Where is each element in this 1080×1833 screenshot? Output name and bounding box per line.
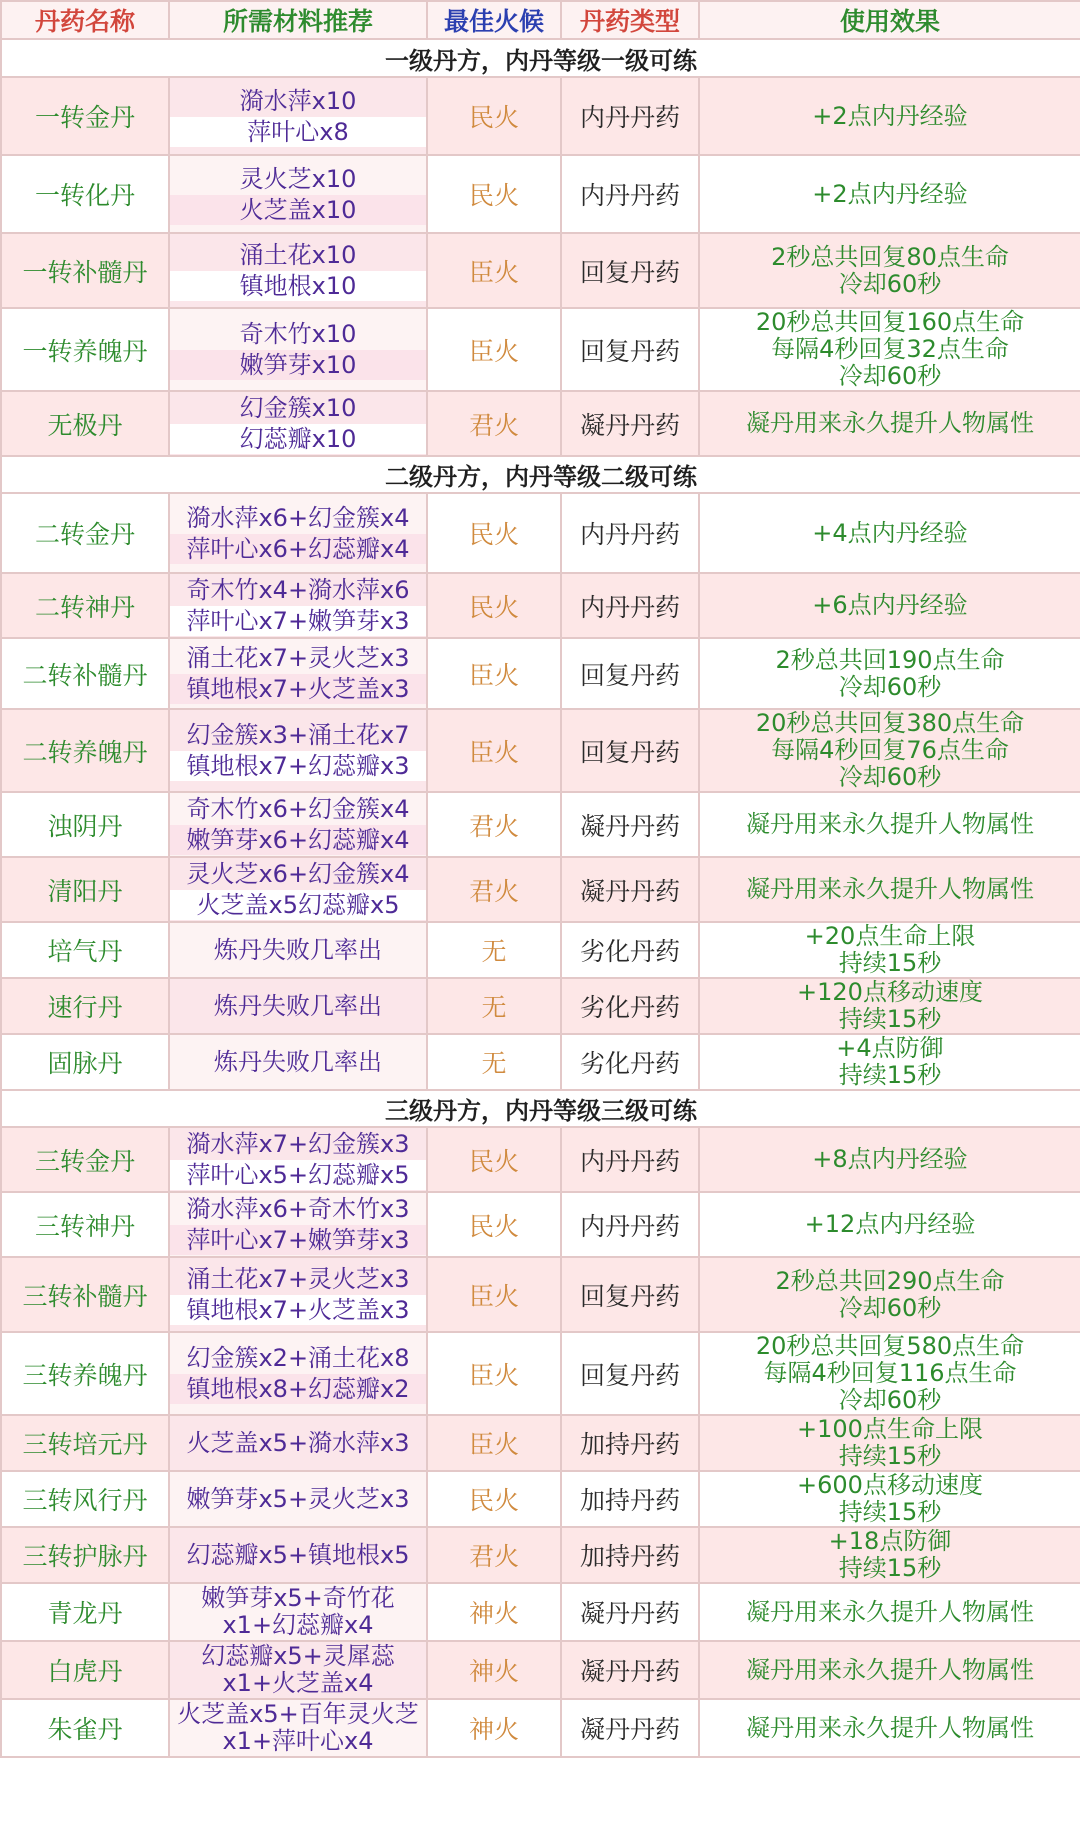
effect-line: 冷却60秒 bbox=[838, 672, 942, 701]
effect-line: 2秒总共回290点生命 bbox=[775, 1266, 1005, 1295]
material-item: 奇木竹x10 bbox=[239, 320, 357, 348]
effect-line: +8点内丹经验 bbox=[812, 1145, 968, 1173]
effect-line: 20秒总共回复160点生命 bbox=[755, 308, 1025, 336]
section-header-row bbox=[1, 1090, 1080, 1127]
effect-cell bbox=[699, 1699, 1080, 1757]
material-item: 幻蕊瓣x10 bbox=[170, 424, 426, 454]
table-row bbox=[1, 1641, 1080, 1699]
effect-line: 凝丹用来永久提升人物属性 bbox=[746, 1597, 1034, 1626]
fire-level: 君火 bbox=[427, 857, 561, 922]
table-row bbox=[1, 1415, 1080, 1471]
pill-name: 培气丹 bbox=[1, 922, 169, 978]
material-item: 镇地根x7+火芝盖x3 bbox=[170, 674, 426, 704]
pill-name: 三转养魄丹 bbox=[1, 1332, 169, 1415]
fire-level: 无 bbox=[427, 922, 561, 978]
effect-cell bbox=[699, 77, 1080, 155]
effect-cell bbox=[699, 857, 1080, 922]
material-item: 漪水萍x7+幻金簇x3 bbox=[186, 1130, 410, 1158]
pill-type: 回复丹药 bbox=[561, 709, 699, 792]
effect-line: 冷却60秒 bbox=[838, 362, 942, 390]
effect-line: 冷却60秒 bbox=[838, 269, 942, 298]
table-row bbox=[1, 1699, 1080, 1757]
header-fire: 最佳火候 bbox=[427, 1, 561, 39]
materials-cell bbox=[169, 638, 427, 709]
fire-level: 臣火 bbox=[427, 1332, 561, 1415]
effect-cell bbox=[699, 493, 1080, 573]
table-row bbox=[1, 1192, 1080, 1257]
effect-line: 每隔4秒回复32点生命 bbox=[771, 335, 1009, 363]
fire-level: 神火 bbox=[427, 1699, 561, 1757]
pill-type: 内丹丹药 bbox=[561, 155, 699, 233]
section-title: 三级丹方，内丹等级三级可练 bbox=[1, 1090, 1080, 1127]
effect-cell bbox=[699, 391, 1080, 456]
effect-cell bbox=[699, 1583, 1080, 1641]
section-header-row bbox=[1, 456, 1080, 493]
effect-line: +20点生命上限 bbox=[804, 922, 976, 950]
fire-level: 民火 bbox=[427, 155, 561, 233]
effect-cell bbox=[699, 1415, 1080, 1471]
effect-cell bbox=[699, 1471, 1080, 1527]
pill-name: 三转神丹 bbox=[1, 1192, 169, 1257]
material-item: 火芝盖x10 bbox=[170, 195, 426, 225]
section-header-row bbox=[1, 39, 1080, 77]
materials-cell bbox=[169, 1332, 427, 1415]
pill-name: 三转补髓丹 bbox=[1, 1257, 169, 1332]
fire-level: 神火 bbox=[427, 1583, 561, 1641]
pill-name: 青龙丹 bbox=[1, 1583, 169, 1641]
pill-type: 回复丹药 bbox=[561, 1257, 699, 1332]
material-item: 萍叶心x5+幻蕊瓣x5 bbox=[170, 1160, 426, 1190]
pill-name: 无极丹 bbox=[1, 391, 169, 456]
pill-type: 劣化丹药 bbox=[561, 922, 699, 978]
materials-cell bbox=[169, 1415, 427, 1471]
material-item: 灵火芝x10 bbox=[239, 164, 357, 193]
pill-type: 凝丹丹药 bbox=[561, 1641, 699, 1699]
material-item: 幻金簇x2+涌土花x8 bbox=[186, 1344, 410, 1372]
fire-level: 臣火 bbox=[427, 1415, 561, 1471]
materials-cell bbox=[169, 922, 427, 978]
materials-cell bbox=[169, 77, 427, 155]
material-item: 嫩笋芽x5+奇竹花x1+幻蕊瓣x4 bbox=[201, 1584, 395, 1639]
materials-cell bbox=[169, 1192, 427, 1257]
pill-name: 三转金丹 bbox=[1, 1127, 169, 1192]
material-item: 奇木竹x6+幻金簇x4 bbox=[186, 795, 410, 823]
effect-line: 凝丹用来永久提升人物属性 bbox=[746, 1655, 1034, 1684]
effect-cell bbox=[699, 573, 1080, 638]
material-item: 萍叶心x6+幻蕊瓣x4 bbox=[170, 534, 426, 564]
pill-type: 内丹丹药 bbox=[561, 1127, 699, 1192]
material-item: 涌土花x7+灵火芝x3 bbox=[186, 1265, 410, 1293]
pill-type: 凝丹丹药 bbox=[561, 391, 699, 456]
materials-cell bbox=[169, 233, 427, 308]
material-item: 炼丹失败几率出 bbox=[214, 1048, 382, 1076]
effect-line: 持续15秒 bbox=[838, 1442, 942, 1470]
pill-type: 回复丹药 bbox=[561, 1332, 699, 1415]
materials-cell bbox=[169, 1034, 427, 1090]
material-item: 镇地根x8+幻蕊瓣x2 bbox=[170, 1374, 426, 1404]
materials-cell bbox=[169, 709, 427, 792]
pill-type: 加持丹药 bbox=[561, 1415, 699, 1471]
table-row bbox=[1, 1034, 1080, 1090]
section-title: 二级丹方，内丹等级二级可练 bbox=[1, 456, 1080, 493]
pill-type: 内丹丹药 bbox=[561, 493, 699, 573]
pill-name: 二转金丹 bbox=[1, 493, 169, 573]
effect-line: 冷却60秒 bbox=[838, 1386, 942, 1414]
pill-name: 二转补髓丹 bbox=[1, 638, 169, 709]
fire-level: 神火 bbox=[427, 1641, 561, 1699]
fire-level: 臣火 bbox=[427, 233, 561, 308]
table-row bbox=[1, 573, 1080, 638]
effect-line: +4点防御 bbox=[836, 1034, 944, 1062]
header-effect: 使用效果 bbox=[699, 1, 1080, 39]
effect-line: +18点防御 bbox=[828, 1527, 952, 1555]
table-row bbox=[1, 77, 1080, 155]
effect-line: 凝丹用来永久提升人物属性 bbox=[746, 810, 1034, 838]
material-item: 漪水萍x10 bbox=[239, 86, 357, 115]
material-item: 漪水萍x6+奇木竹x3 bbox=[186, 1195, 410, 1223]
effect-line: +120点移动速度 bbox=[797, 978, 983, 1006]
material-item: 萍叶心x7+嫩笋芽x3 bbox=[170, 606, 426, 636]
fire-level: 君火 bbox=[427, 1527, 561, 1583]
materials-cell bbox=[169, 1127, 427, 1192]
pill-name: 三转培元丹 bbox=[1, 1415, 169, 1471]
pill-type: 凝丹丹药 bbox=[561, 857, 699, 922]
pill-type: 加持丹药 bbox=[561, 1527, 699, 1583]
effect-cell bbox=[699, 1127, 1080, 1192]
effect-cell bbox=[699, 1257, 1080, 1332]
pill-name: 三转风行丹 bbox=[1, 1471, 169, 1527]
effect-cell bbox=[699, 1641, 1080, 1699]
material-item: 炼丹失败几率出 bbox=[214, 992, 382, 1020]
material-item: 幻蕊瓣x5+镇地根x5 bbox=[186, 1541, 410, 1569]
material-item: 嫩笋芽x6+幻蕊瓣x4 bbox=[170, 825, 426, 855]
pill-type: 内丹丹药 bbox=[561, 77, 699, 155]
material-item: 灵火芝x6+幻金簇x4 bbox=[186, 860, 410, 888]
table-row bbox=[1, 1127, 1080, 1192]
pill-name: 速行丹 bbox=[1, 978, 169, 1034]
pill-name: 白虎丹 bbox=[1, 1641, 169, 1699]
fire-level: 民火 bbox=[427, 77, 561, 155]
effect-cell bbox=[699, 308, 1080, 391]
pill-type: 劣化丹药 bbox=[561, 1034, 699, 1090]
materials-cell bbox=[169, 978, 427, 1034]
pill-type: 凝丹丹药 bbox=[561, 792, 699, 857]
effect-line: 冷却60秒 bbox=[838, 1293, 942, 1322]
pill-type: 劣化丹药 bbox=[561, 978, 699, 1034]
materials-cell bbox=[169, 792, 427, 857]
header-materials: 所需材料推荐 bbox=[169, 1, 427, 39]
effect-line: 20秒总共回复580点生命 bbox=[755, 1332, 1025, 1360]
table-row bbox=[1, 155, 1080, 233]
effect-line: 20秒总共回复380点生命 bbox=[755, 709, 1025, 737]
pill-name: 一转养魄丹 bbox=[1, 308, 169, 391]
effect-cell bbox=[699, 1527, 1080, 1583]
fire-level: 无 bbox=[427, 1034, 561, 1090]
effect-cell bbox=[699, 233, 1080, 308]
material-item: 奇木竹x4+漪水萍x6 bbox=[186, 576, 410, 604]
materials-cell bbox=[169, 1471, 427, 1527]
fire-level: 臣火 bbox=[427, 308, 561, 391]
effect-cell bbox=[699, 978, 1080, 1034]
materials-cell bbox=[169, 308, 427, 391]
effect-line: 凝丹用来永久提升人物属性 bbox=[746, 409, 1034, 437]
material-item: 镇地根x10 bbox=[170, 271, 426, 301]
table-row bbox=[1, 308, 1080, 391]
material-item: 幻金簇x10 bbox=[239, 394, 357, 422]
section-title: 一级丹方，内丹等级一级可练 bbox=[1, 39, 1080, 77]
pill-type: 凝丹丹药 bbox=[561, 1699, 699, 1757]
header-name: 丹药名称 bbox=[1, 1, 169, 39]
effect-line: 持续15秒 bbox=[838, 949, 942, 977]
effect-cell bbox=[699, 155, 1080, 233]
material-item: 炼丹失败几率出 bbox=[214, 936, 382, 964]
materials-cell bbox=[169, 573, 427, 638]
pill-type: 加持丹药 bbox=[561, 1471, 699, 1527]
pill-name: 一转补髓丹 bbox=[1, 233, 169, 308]
pill-type: 回复丹药 bbox=[561, 308, 699, 391]
pill-name: 浊阴丹 bbox=[1, 792, 169, 857]
material-item: 漪水萍x6+幻金簇x4 bbox=[186, 503, 410, 532]
table-row bbox=[1, 638, 1080, 709]
fire-level: 臣火 bbox=[427, 638, 561, 709]
effect-line: +2点内丹经验 bbox=[812, 101, 968, 130]
effect-line: +100点生命上限 bbox=[797, 1415, 983, 1443]
fire-level: 民火 bbox=[427, 1192, 561, 1257]
materials-cell bbox=[169, 155, 427, 233]
fire-level: 君火 bbox=[427, 792, 561, 857]
effect-line: 凝丹用来永久提升人物属性 bbox=[746, 875, 1034, 903]
table-row bbox=[1, 792, 1080, 857]
effect-cell bbox=[699, 638, 1080, 709]
material-item: 涌土花x7+灵火芝x3 bbox=[186, 644, 410, 672]
table-row bbox=[1, 978, 1080, 1034]
materials-cell bbox=[169, 1583, 427, 1641]
effect-cell bbox=[699, 922, 1080, 978]
table-row bbox=[1, 1332, 1080, 1415]
materials-cell bbox=[169, 1641, 427, 1699]
pill-name: 一转化丹 bbox=[1, 155, 169, 233]
material-item: 火芝盖x5+百年灵火芝x1+萍叶心x4 bbox=[177, 1700, 419, 1755]
table-row bbox=[1, 1583, 1080, 1641]
effect-line: 持续15秒 bbox=[838, 1005, 942, 1033]
effect-cell bbox=[699, 792, 1080, 857]
fire-level: 民火 bbox=[427, 1471, 561, 1527]
table-row bbox=[1, 857, 1080, 922]
table-row bbox=[1, 709, 1080, 792]
effect-line: 持续15秒 bbox=[838, 1498, 942, 1526]
pill-type: 内丹丹药 bbox=[561, 1192, 699, 1257]
fire-level: 臣火 bbox=[427, 1257, 561, 1332]
pill-name: 清阳丹 bbox=[1, 857, 169, 922]
effect-line: +12点内丹经验 bbox=[804, 1210, 976, 1238]
fire-level: 君火 bbox=[427, 391, 561, 456]
material-item: 镇地根x7+火芝盖x3 bbox=[170, 1295, 426, 1325]
material-item: 涌土花x10 bbox=[239, 241, 357, 269]
material-item: 火芝盖x5幻蕊瓣x5 bbox=[170, 890, 426, 920]
effect-line: 冷却60秒 bbox=[838, 763, 942, 791]
pill-name: 朱雀丹 bbox=[1, 1699, 169, 1757]
material-item: 幻金簇x3+涌土花x7 bbox=[186, 721, 410, 749]
header-type: 丹药类型 bbox=[561, 1, 699, 39]
effect-line: 2秒总共回复80点生命 bbox=[771, 242, 1009, 271]
materials-cell bbox=[169, 857, 427, 922]
material-item: 嫩笋芽x5+灵火芝x3 bbox=[186, 1485, 410, 1513]
effect-line: 持续15秒 bbox=[838, 1554, 942, 1582]
pill-type: 内丹丹药 bbox=[561, 573, 699, 638]
materials-cell bbox=[169, 1527, 427, 1583]
fire-level: 无 bbox=[427, 978, 561, 1034]
effect-cell bbox=[699, 1192, 1080, 1257]
table-row bbox=[1, 1257, 1080, 1332]
fire-level: 臣火 bbox=[427, 709, 561, 792]
material-item: 镇地根x7+幻蕊瓣x3 bbox=[170, 751, 426, 781]
table-row bbox=[1, 1471, 1080, 1527]
materials-cell bbox=[169, 1699, 427, 1757]
materials-cell bbox=[169, 391, 427, 456]
pill-name: 二转神丹 bbox=[1, 573, 169, 638]
pill-name: 二转养魄丹 bbox=[1, 709, 169, 792]
pill-type: 回复丹药 bbox=[561, 233, 699, 308]
effect-line: 凝丹用来永久提升人物属性 bbox=[746, 1713, 1034, 1742]
material-item: 嫩笋芽x10 bbox=[170, 350, 426, 380]
fire-level: 民火 bbox=[427, 573, 561, 638]
effect-line: +2点内丹经验 bbox=[812, 179, 968, 208]
materials-cell bbox=[169, 1257, 427, 1332]
table-row bbox=[1, 233, 1080, 308]
material-item: 萍叶心x8 bbox=[170, 117, 426, 147]
material-item: 幻蕊瓣x5+灵犀蕊x1+火芝盖x4 bbox=[201, 1642, 395, 1697]
effect-cell bbox=[699, 1332, 1080, 1415]
effect-line: +600点移动速度 bbox=[797, 1471, 983, 1499]
material-item: 萍叶心x7+嫩笋芽x3 bbox=[170, 1225, 426, 1255]
effect-line: 每隔4秒回复116点生命 bbox=[763, 1359, 1017, 1387]
pill-name: 固脉丹 bbox=[1, 1034, 169, 1090]
pill-name: 一转金丹 bbox=[1, 77, 169, 155]
effect-line: +6点内丹经验 bbox=[812, 591, 968, 619]
effect-line: +4点内丹经验 bbox=[812, 518, 968, 547]
material-item: 火芝盖x5+漪水萍x3 bbox=[186, 1429, 410, 1457]
fire-level: 民火 bbox=[427, 1127, 561, 1192]
table-row bbox=[1, 391, 1080, 456]
header-row bbox=[1, 1, 1080, 39]
table-row bbox=[1, 1527, 1080, 1583]
effect-cell bbox=[699, 1034, 1080, 1090]
pill-name: 三转护脉丹 bbox=[1, 1527, 169, 1583]
effect-line: 持续15秒 bbox=[838, 1061, 942, 1089]
effect-line: 每隔4秒回复76点生命 bbox=[771, 736, 1009, 764]
materials-cell bbox=[169, 493, 427, 573]
effect-line: 2秒总共回190点生命 bbox=[775, 645, 1005, 674]
pill-type: 回复丹药 bbox=[561, 638, 699, 709]
table-row bbox=[1, 922, 1080, 978]
pill-type: 凝丹丹药 bbox=[561, 1583, 699, 1641]
recipe-table-body bbox=[1, 39, 1080, 1757]
table-row bbox=[1, 493, 1080, 573]
fire-level: 民火 bbox=[427, 493, 561, 573]
effect-cell bbox=[699, 709, 1080, 792]
